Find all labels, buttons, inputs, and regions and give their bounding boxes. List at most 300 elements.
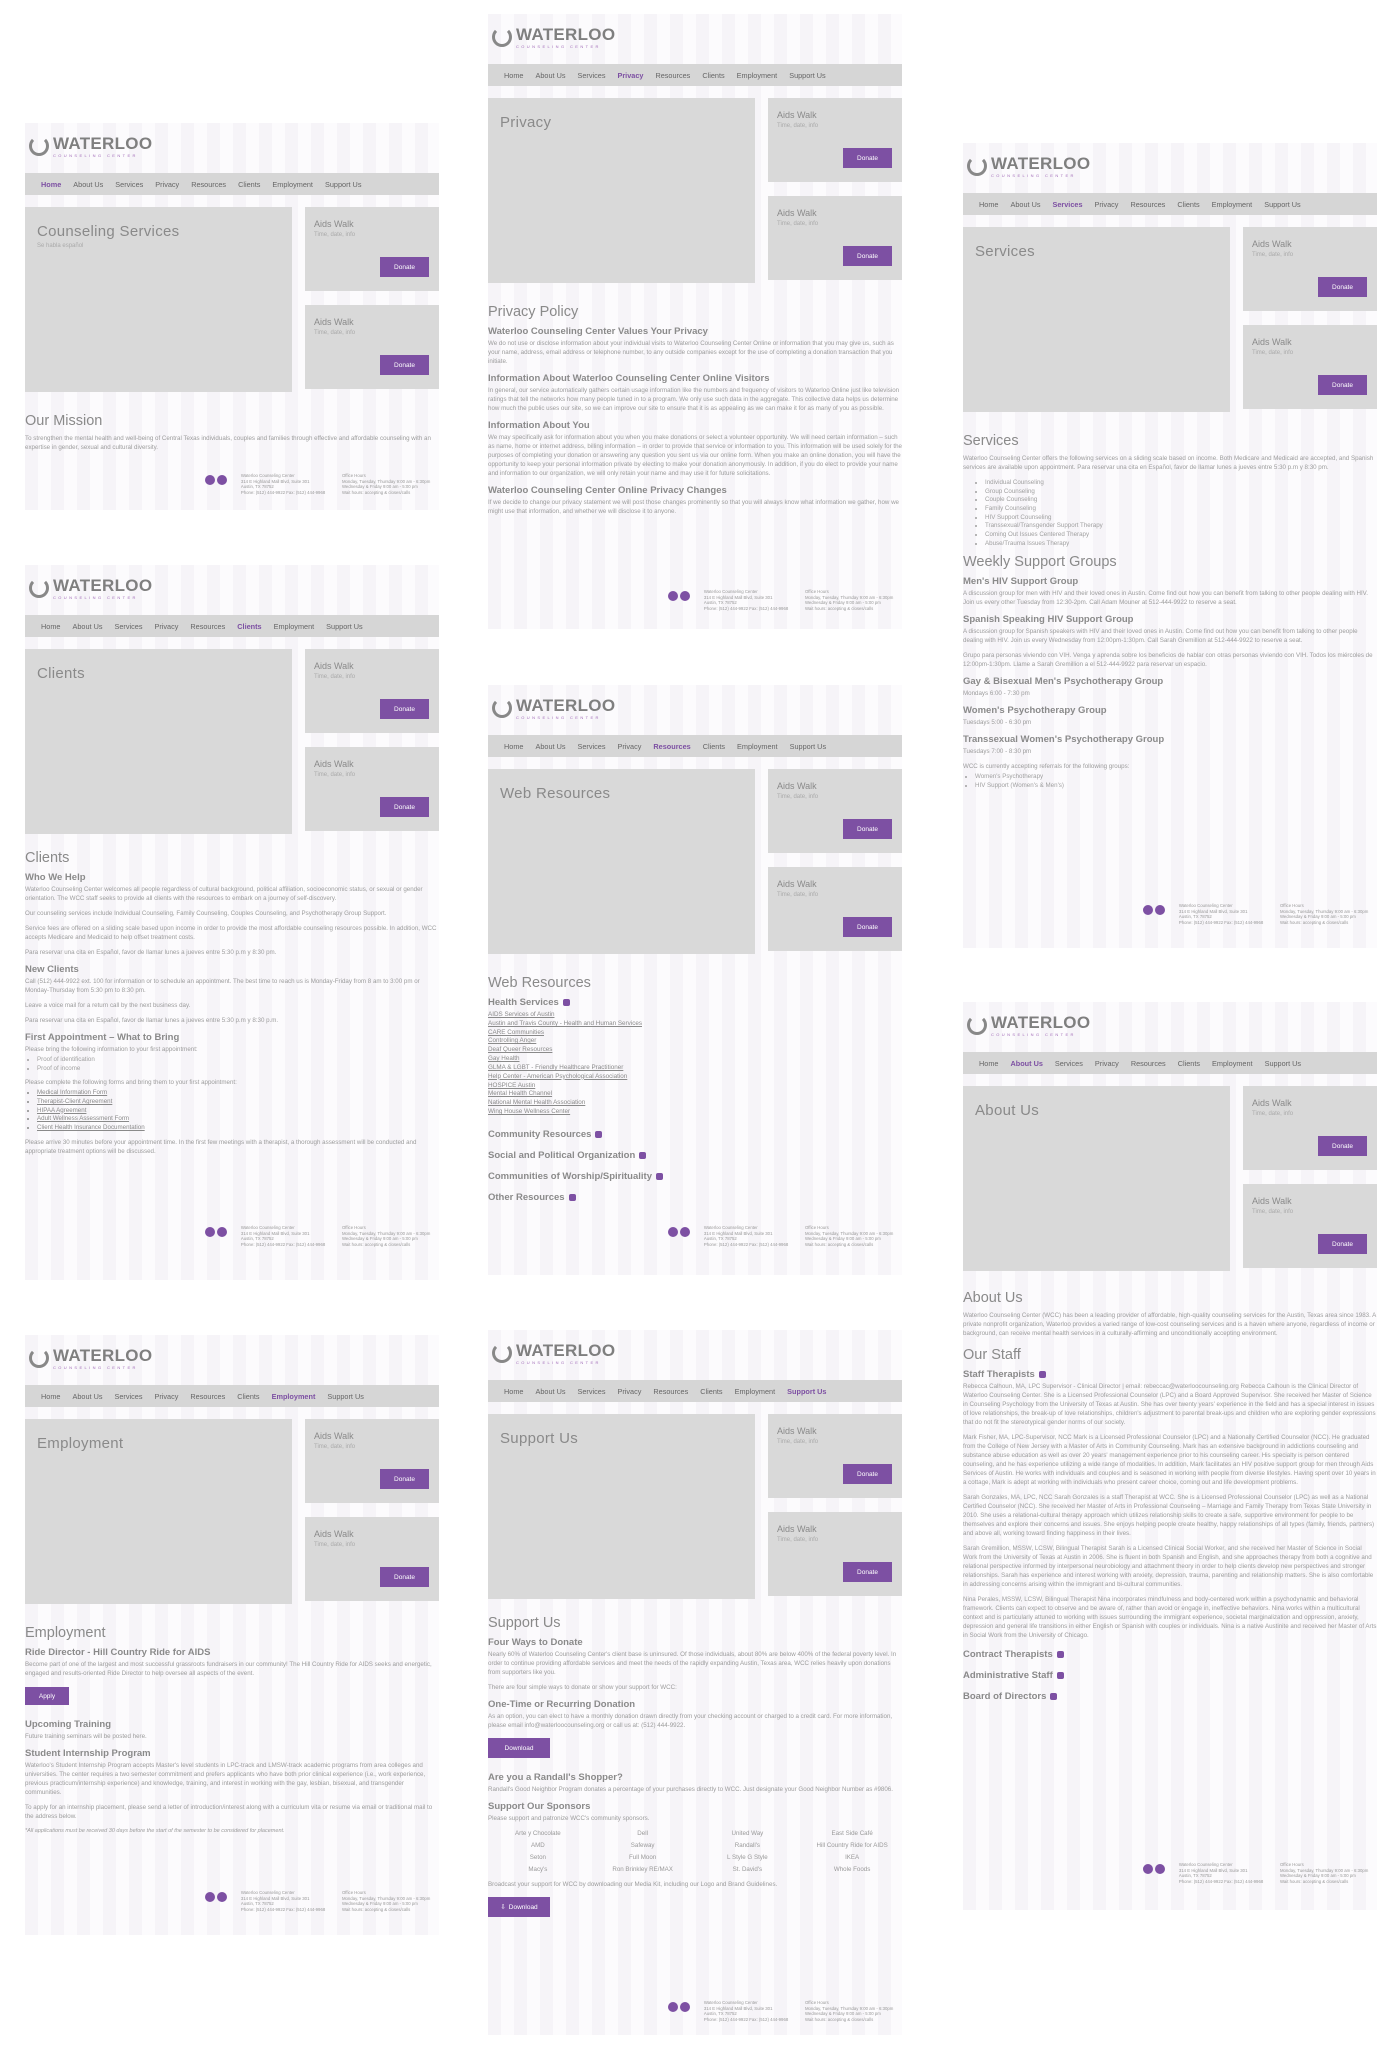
logo-name: WATERLOO <box>516 24 616 44</box>
internship-text-2: To apply for an internship placement, please send a letter of introduction/interest along with a curriculum vita or resume via email or traditional mail to the address below. <box>25 1804 433 1821</box>
nav-item-clients[interactable]: Clients <box>237 621 262 631</box>
nav-item-resources[interactable]: Resources <box>191 179 227 189</box>
category-heading[interactable] <box>488 1150 902 1161</box>
nav-item-resources[interactable]: Resources <box>653 741 691 751</box>
twitter-icon[interactable] <box>1155 905 1165 915</box>
services-text: Waterloo Counseling Center offers the following services on a sliding scale based on income. Both Medicare and Medicaid are accepted, and Spanish services are available upon appointment. Para reservar una cita en Español, favor de llamar lunes a jueves entre 5:30 p.m y 8:30 pm. <box>963 455 1374 471</box>
sponsor-name[interactable]: Ron Brinkley RE/MAX <box>612 1866 673 1874</box>
main-nav <box>25 173 439 195</box>
twitter-icon[interactable] <box>680 591 690 601</box>
expand-icon[interactable] <box>563 999 570 1006</box>
logo-icon <box>29 136 49 156</box>
sponsor-name[interactable]: Macy's <box>528 1866 548 1874</box>
new-clients-text-2: Leave a voice mail for a return call by the next business day. <box>25 1001 191 1009</box>
section-title: Services <box>963 433 1019 449</box>
nav-item-about-us[interactable]: About Us <box>73 179 104 189</box>
footer-address-line: Phone: (512) 444-9922 Fax: (512) 444-9968 <box>703 1241 789 1247</box>
resource-link[interactable]: Gay Health <box>488 1055 520 1063</box>
nav-item-employment[interactable]: Employment <box>271 1391 316 1401</box>
nav-item-resources[interactable]: Resources <box>1130 1058 1166 1068</box>
twitter-icon[interactable] <box>217 1227 227 1237</box>
logo[interactable] <box>967 153 1090 179</box>
nav-item-clients[interactable]: Clients <box>237 1391 260 1401</box>
footer-hours-line: Monday, Tuesday, Thursday 9:00 am - 6:30pm <box>341 478 431 484</box>
donate-button[interactable]: Donate <box>380 797 429 817</box>
nav-item-resources[interactable]: Resources <box>190 621 226 631</box>
hero-banner <box>488 1414 755 1599</box>
footer <box>668 2000 898 2024</box>
logo[interactable] <box>29 133 152 159</box>
nav-item-services[interactable]: Services <box>115 179 144 189</box>
internship-text: Waterloo's Student Internship Program accepts Master's level students in LPC-track and LMSW-track academic programs from area colleges and universities. The center requires a two semester commitment and prefers applicants who have both prior clinical experience (i.e., work experience, previous practicum/internship experience) and knowledge, training, and interest in working with the gay, lesbian, bisexual, and transgender communities. <box>25 1762 426 1797</box>
nav-item-privacy[interactable]: Privacy <box>154 621 179 631</box>
logo-wordmark <box>991 1014 1090 1037</box>
donate-button[interactable]: Donate <box>1318 375 1367 395</box>
nav-item-resources[interactable]: Resources <box>190 1391 226 1401</box>
nav-item-employment[interactable]: Employment <box>736 70 778 80</box>
therapist-2: Mark Fisher, MA, LPC-Supervisor, NCC Mark is a Licensed Professional Counselor (LPC) and a Nationally Certified Counselor (NCC). He graduated from the College of New Jersey with a Master of Arts in Community Counseling. Mark has an extensive background in addictions counseling and substance abuse education as well as over 20 years' management experience prior to his counseling career. His specialty is person centered counseling, and he has experience utilizing a wide range of modalities. In addition, Mark facilitates an HIV positive support group for men through Aids Services of Austin. He works with individuals and couples and is seasoned in working with people from diverse lifestyles. Having spent over 10 years in a cottage, Mark is adept at working with individuals who present career choice, coming out and life development problems. <box>963 1433 1376 1486</box>
sponsor-grid <box>488 1830 902 1873</box>
list-item: • Couple Counseling <box>985 496 1377 505</box>
nav-item-privacy[interactable]: Privacy <box>154 1391 179 1401</box>
twitter-icon[interactable] <box>217 1892 227 1902</box>
resource-link[interactable]: Wing House Wellness Center <box>488 1107 571 1115</box>
apply-button[interactable]: Apply <box>25 1687 69 1705</box>
therapists-heading[interactable] <box>963 1369 1377 1380</box>
who-heading: Who We Help <box>25 872 86 883</box>
nav-item-employment[interactable]: Employment <box>1212 1058 1253 1068</box>
nav-item-clients[interactable]: Clients <box>702 70 725 80</box>
facebook-icon[interactable] <box>668 1227 678 1237</box>
expand-icon[interactable] <box>1050 1693 1057 1700</box>
nav-item-employment[interactable]: Employment <box>734 1386 776 1396</box>
nav-item-support-us[interactable]: Support Us <box>1264 1058 1302 1068</box>
donate-button[interactable]: Donate <box>843 819 892 839</box>
nav-item-services[interactable]: Services <box>577 1386 606 1396</box>
footer-address-line: Phone: (512) 444-9922 Fax: (512) 444-9968 <box>240 1241 326 1247</box>
nav-item-privacy[interactable]: Privacy <box>1094 199 1119 209</box>
resource-link[interactable]: • Adult Wellness Assessment Form <box>37 1115 439 1124</box>
category-heading[interactable] <box>963 1649 1377 1660</box>
footer-hours <box>342 1890 435 1912</box>
group-2-text: A discussion group for Spanish speakers with HIV and their loved ones in Austin. Come find out how you can benefit from talking to other people dealing with HIV. Join us every Wednesday from 12:00pm-1:30pm. Call Sarah Gremillion at 512-444-9922 to reserve a seat. <box>963 628 1358 645</box>
social-links <box>205 1225 233 1239</box>
page-privacy <box>488 14 902 629</box>
donate-button[interactable]: Donate <box>380 1567 429 1587</box>
nav-item-clients[interactable]: Clients <box>702 741 726 751</box>
nav-item-support-us[interactable]: Support Us <box>787 1386 827 1396</box>
footer-address-line: Austin, TX 78752 <box>703 2011 737 2017</box>
nav-item-support-us[interactable]: Support Us <box>327 1391 364 1401</box>
media-kit-download-button[interactable] <box>488 1897 550 1917</box>
hero-title: Counseling Services <box>37 223 180 240</box>
nav-item-privacy[interactable]: Privacy <box>155 179 180 189</box>
logo-subtitle: COUNSELING CENTER <box>516 714 601 720</box>
main-nav <box>488 64 902 86</box>
hero-banner <box>25 649 292 834</box>
footer-address-line: Waterloo Counseling Center <box>240 1225 295 1230</box>
section-title: Employment <box>25 1625 106 1641</box>
footer-address-line: Austin, TX 78752 <box>703 600 737 606</box>
ways-text-2: There are four simple ways to donate or show your support for WCC: <box>488 1683 677 1691</box>
nav-item-about-us[interactable]: About Us <box>1010 1058 1043 1068</box>
nav-item-services[interactable]: Services <box>114 621 143 631</box>
footer-address <box>241 1890 334 1912</box>
nav-item-about-us[interactable]: About Us <box>72 621 103 631</box>
nav-item-resources[interactable]: Resources <box>655 70 691 80</box>
logo-wordmark <box>516 1342 615 1365</box>
nav-item-home[interactable]: Home <box>979 199 999 209</box>
footer-address-line: Waterloo Counseling Center <box>703 2000 758 2005</box>
logo-icon <box>967 156 987 176</box>
footer-address-line: Phone: (512) 444-9922 Fax: (512) 444-9968 <box>1178 919 1264 925</box>
nav-item-support-us[interactable]: Support Us <box>789 70 826 80</box>
footer-hours-line: Office Hours <box>1279 903 1304 908</box>
donate-button[interactable]: Donate <box>843 246 892 266</box>
event-card-title: Aids Walk <box>314 1431 354 1441</box>
support-content <box>488 1615 902 1925</box>
expand-icon[interactable] <box>595 1131 602 1138</box>
expand-icon[interactable] <box>1057 1651 1064 1658</box>
services-content <box>963 433 1377 797</box>
logo[interactable] <box>492 24 615 50</box>
social-links <box>1143 1862 1171 1876</box>
footer-address-line: 314 E Highland Mall Blvd, Suite 301 <box>703 1230 773 1236</box>
expand-icon[interactable] <box>569 1194 576 1201</box>
footer-hours <box>342 1225 435 1247</box>
event-card-info: Time, date, info <box>1252 350 1294 356</box>
nav-item-home[interactable]: Home <box>41 1391 61 1401</box>
event-card <box>305 649 439 733</box>
logo-wordmark <box>991 155 1090 178</box>
nav-item-services[interactable]: Services <box>577 70 606 80</box>
nav-item-services[interactable]: Services <box>577 741 606 751</box>
footer-address <box>704 1225 797 1247</box>
logo-name: WATERLOO <box>53 133 153 153</box>
event-card-info: Time, date, info <box>314 232 356 238</box>
resource-link[interactable]: AIDS Services of Austin <box>488 1011 555 1018</box>
nav-item-employment[interactable]: Employment <box>737 741 778 751</box>
nav-item-clients[interactable]: Clients <box>238 179 261 189</box>
section-title: Web Resources <box>488 975 591 991</box>
main-nav <box>25 1385 439 1407</box>
facebook-icon[interactable] <box>1143 905 1153 915</box>
event-card <box>768 1512 902 1596</box>
logo-icon <box>492 27 512 47</box>
hero-banner <box>488 769 755 954</box>
resource-link[interactable]: Help Center - American Psychological Association <box>488 1072 628 1080</box>
nav-item-about-us[interactable]: About Us <box>72 1391 103 1401</box>
list-item: • Women's Psychotherapy <box>975 773 1377 782</box>
logo-subtitle: COUNSELING CENTER <box>53 152 138 158</box>
facebook-icon[interactable] <box>668 591 678 601</box>
expand-icon[interactable] <box>1039 1371 1046 1378</box>
nav-item-privacy[interactable]: Privacy <box>617 1386 642 1396</box>
sponsor-name[interactable]: IKEA <box>845 1854 860 1862</box>
sponsor-name[interactable]: L Style G Style <box>727 1854 768 1862</box>
category-heading[interactable] <box>488 1192 902 1203</box>
randalls-text: Randall's Good Neighbor Program donates a percentage of your purchases directly to WCC. Just designate your Good Neighbor Number as #9806. <box>488 1786 893 1794</box>
nav-item-support-us[interactable]: Support Us <box>1264 199 1301 209</box>
resource-link[interactable]: National Mental Health Association <box>488 1099 586 1107</box>
hero-title: Support Us <box>500 1430 579 1447</box>
nav-item-clients[interactable]: Clients <box>1177 1058 1201 1068</box>
logo-subtitle: COUNSELING CENTER <box>991 172 1076 178</box>
list-item: • Coming Out Issues Centered Therapy <box>985 531 1377 540</box>
resource-link[interactable]: GLMA & LGBT - Friendly Healthcare Practitioner <box>488 1063 624 1071</box>
nav-item-clients[interactable]: Clients <box>1177 199 1200 209</box>
sponsor-name[interactable]: Hill Country Ride for AIDS <box>816 1842 888 1850</box>
sponsor-name[interactable]: Seton <box>529 1854 546 1862</box>
main-nav <box>488 735 902 757</box>
nav-item-services[interactable]: Services <box>114 1391 143 1401</box>
nav-item-resources[interactable]: Resources <box>1130 199 1166 209</box>
logo[interactable] <box>967 1012 1090 1038</box>
nav-item-home[interactable]: Home <box>41 179 62 189</box>
privacy-text-1: We do not use or disclose information about your individual visits to Waterloo Counseling Center Online or information that you may give us, such as your name, address, email address or telephone number, to any outside companies except for the use of completing a donation transaction that you initiate. <box>488 340 894 365</box>
footer <box>205 1225 435 1249</box>
logo-name: WATERLOO <box>53 1345 153 1365</box>
nav-item-about-us[interactable]: About Us <box>1010 199 1041 209</box>
donate-button[interactable]: Donate <box>1318 1136 1367 1156</box>
job-heading: Ride Director - Hill Country Ride for AIDS <box>25 1647 211 1658</box>
who-text-3: Service fees are offered on a sliding scale based upon income in order to provide the most affordable counseling resources possible. In addition, WCC accepts Medicare and Medicaid to help offset treatment costs. <box>25 924 437 941</box>
twitter-icon[interactable] <box>217 475 227 485</box>
randalls-heading: Are you a Randall's Shopper? <box>488 1772 623 1784</box>
nav-item-home[interactable]: Home <box>504 1386 524 1396</box>
logo[interactable] <box>29 1345 152 1371</box>
nav-item-about-us[interactable]: About Us <box>535 70 566 80</box>
expand-icon[interactable] <box>1057 1672 1064 1679</box>
resource-link[interactable]: Austin and Travis County - Health and Human Services <box>488 1019 642 1027</box>
donate-button[interactable]: Donate <box>380 1469 429 1489</box>
privacy-heading-1: Waterloo Counseling Center Values Your Privacy <box>488 326 708 337</box>
event-card <box>305 747 439 831</box>
footer-address-line: Phone: (512) 444-9922 Fax: (512) 444-9968 <box>703 2016 789 2022</box>
event-card-info: Time, date, info <box>314 1542 356 1548</box>
page-resources <box>488 685 902 1275</box>
event-card-title: Aids Walk <box>777 781 817 791</box>
sponsor-name[interactable]: Whole Foods <box>833 1866 871 1874</box>
event-card-title: Aids Walk <box>1252 239 1292 249</box>
category-label: Administrative Staff <box>963 1669 1053 1681</box>
who-text: Waterloo Counseling Center welcomes all people regardless of cultural background, political affiliation, socioeconomic status, or sexual or gender orientation. The WCC staff seeks to provide all clients with the resources to embark on a journey of self-discovery. <box>25 886 423 902</box>
resource-link[interactable]: • HIPAA Agreement <box>37 1107 439 1116</box>
page-about <box>963 1002 1377 1910</box>
group-3-heading: Gay & Bisexual Men's Psychotherapy Group <box>963 676 1164 688</box>
event-card-title: Aids Walk <box>777 208 817 218</box>
internship-note: *All applications must be received 30 days before the start of the semester to be considered for placement. <box>25 1828 285 1835</box>
category-heading[interactable] <box>488 1129 902 1140</box>
event-card-title: Aids Walk <box>777 879 817 889</box>
expand-icon[interactable] <box>639 1152 646 1159</box>
donate-button[interactable]: Donate <box>380 257 429 277</box>
expand-icon[interactable] <box>656 1173 663 1180</box>
sponsor-name[interactable]: Dell <box>637 1830 648 1838</box>
nav-item-privacy[interactable]: Privacy <box>617 741 642 751</box>
therapist-5: Nina Perales, MSSW, LCSW, Bilingual Therapist Nina incorporates mindfulness and body-centered work within a psychodynamic and behavioral framework. Clients can expect to observe and be aware of, rather than avoid or engage in, ineffective behaviors. Nina works within a multicultural context and is particularly attuned to working with issues surrounding the immigrant experience, societal marginalization and oppression, anxiety, depression and general life transitions in either English or Spanish with couples or individuals. Nina is a native Austinite and received her Master of Arts in Social Work from the University of Chicago. <box>963 1595 1377 1639</box>
logo-name: WATERLOO <box>991 153 1091 173</box>
footer-address-line: Phone: (512) 444-9922 Fax: (512) 444-9968 <box>240 1906 326 1912</box>
donate-button[interactable]: Donate <box>843 917 892 937</box>
nav-item-privacy[interactable]: Privacy <box>1094 1058 1119 1068</box>
nav-item-home[interactable]: Home <box>504 70 524 80</box>
twitter-icon[interactable] <box>680 1227 690 1237</box>
group-2-text-es: Grupo para personas viviendo con VIH. Venga y aprenda sobre los beneficios de hablar con otras personas viviendo con VIH. Todos los miércoles de 12:00pm-1:30pm. Llame a Sarah Gremillion a el 512-444-9922 para reservar un espacio. <box>963 652 1373 669</box>
logo[interactable] <box>492 1340 615 1366</box>
nav-item-home[interactable]: Home <box>979 1058 999 1068</box>
group-4-heading: Women's Psychotherapy Group <box>963 705 1107 717</box>
nav-item-privacy[interactable]: Privacy <box>617 70 644 80</box>
footer <box>668 589 898 613</box>
nav-item-home[interactable]: Home <box>504 741 524 751</box>
nav-item-employment[interactable]: Employment <box>272 179 313 189</box>
facebook-icon[interactable] <box>1143 1864 1153 1874</box>
footer-address-line: 314 E Highland Mall Blvd, Suite 301 <box>240 1895 310 1901</box>
privacy-text-2: In general, our service automatically gathers certain usage information like the numbers and frequency of visitors to Waterloo Online just like television ratings that tell the networks how many people tuned in to a program. We only use such data in the aggregate. This collective data helps us determine how much the public uses our site, so we can improve our site to ensure that it is as appealing as we can make it for as many of you as possible. <box>488 386 900 412</box>
nav-item-resources[interactable]: Resources <box>653 1386 689 1396</box>
sponsor-name[interactable]: Full Moon <box>629 1854 657 1862</box>
page-home <box>25 123 439 510</box>
event-card <box>768 196 902 280</box>
referrals-text: WCC is currently accepting referrals for the following groups: <box>963 763 1130 771</box>
arrive-text: Please arrive 30 minutes before your appointment time. In the first few meetings with a therapist, a thorough assessment will be conducted and appropriate treatment options will be discussed. <box>25 1138 417 1155</box>
footer-address <box>241 1225 334 1247</box>
logo[interactable] <box>29 575 152 601</box>
sponsor-name[interactable]: Randall's <box>734 1842 760 1850</box>
nav-item-support-us[interactable]: Support Us <box>324 179 362 189</box>
list-item: • Transsexual/Transgender Support Therapy <box>985 522 1377 531</box>
donate-button[interactable]: Donate <box>380 699 429 719</box>
event-card <box>768 1414 902 1498</box>
resource-link[interactable]: CARE Communities <box>488 1028 544 1036</box>
sponsor-name[interactable]: United Way <box>731 1830 764 1838</box>
event-card-info: Time, date, info <box>314 1444 356 1450</box>
logo-subtitle: COUNSELING CENTER <box>53 594 138 600</box>
resources-content <box>488 975 902 1213</box>
donate-button[interactable]: Donate <box>843 1562 892 1582</box>
sponsor-name[interactable]: Arte y Chocolate <box>515 1830 561 1838</box>
logo-subtitle: COUNSELING CENTER <box>53 1364 138 1370</box>
sponsor-name[interactable]: East Side Café <box>831 1830 873 1838</box>
footer-address-line: 314 E Highland Mall Blvd, Suite 301 <box>703 594 773 600</box>
list-item: • Group Counseling <box>985 488 1377 497</box>
nav-item-services[interactable]: Services <box>1054 1058 1083 1068</box>
footer-address <box>1179 1862 1272 1884</box>
category-label: Contract Therapists <box>963 1648 1053 1660</box>
footer-hours-line: Wait hours: accepting & closes/calls <box>804 2016 874 2022</box>
logo-icon <box>492 698 512 718</box>
event-card-info: Time, date, info <box>314 772 356 778</box>
event-card-info: Time, date, info <box>777 794 819 800</box>
footer-address <box>241 473 334 495</box>
sponsor-name[interactable]: St. David's <box>732 1866 763 1874</box>
nav-item-employment[interactable]: Employment <box>273 621 315 631</box>
nav-item-clients[interactable]: Clients <box>700 1386 723 1396</box>
category-heading[interactable] <box>488 1171 902 1182</box>
group-2-heading: Spanish Speaking HIV Support Group <box>963 614 1134 626</box>
group-3-time: Mondays 6:00 - 7:30 pm <box>963 690 1030 698</box>
footer-address-line: Waterloo Counseling Center <box>1178 903 1233 908</box>
logo-name: WATERLOO <box>516 695 616 715</box>
donate-button[interactable]: Donate <box>380 355 429 375</box>
footer-hours-line: Wednesday & Friday 9:00 am - 5:00 pm <box>341 1901 418 1907</box>
download-button[interactable]: Download <box>488 1738 550 1758</box>
donate-button[interactable]: Donate <box>1318 277 1367 297</box>
facebook-icon[interactable] <box>668 2002 678 2012</box>
logo-icon <box>492 1343 512 1363</box>
ways-heading: Four Ways to Donate <box>488 1637 583 1648</box>
category-heading[interactable] <box>963 1691 1377 1702</box>
facebook-icon[interactable] <box>205 1227 215 1237</box>
donate-button[interactable]: Donate <box>843 1464 892 1484</box>
event-card <box>768 867 902 951</box>
event-card-title: Aids Walk <box>314 1529 354 1539</box>
facebook-icon[interactable] <box>205 475 215 485</box>
event-card-title: Aids Walk <box>314 759 354 769</box>
main-nav <box>488 1380 902 1402</box>
privacy-text-4: If we decide to change our privacy statement we will post those changes prominently so that you will always know what information we gather, how we might use that information, and whether we will disclose it to anyone. <box>488 498 899 515</box>
logo[interactable] <box>492 695 615 721</box>
staff-title: Our Staff <box>963 1346 1021 1363</box>
resource-link[interactable]: Deaf Queer Resources <box>488 1046 553 1054</box>
footer-hours-line: Monday, Tuesday, Thursday 9:00 am - 6:30pm <box>1279 908 1369 914</box>
sponsor-name[interactable]: Safeway <box>630 1842 655 1850</box>
nav-item-services[interactable]: Services <box>1052 199 1083 209</box>
footer-hours <box>1280 903 1373 925</box>
footer-address-line: 314 E Highland Mall Blvd, Suite 301 <box>1178 908 1248 914</box>
social-links <box>668 2000 696 2014</box>
referrals-list <box>963 773 1377 790</box>
privacy-heading-2: Information About Waterloo Counseling Center Online Visitors <box>488 372 770 384</box>
nav-item-home[interactable]: Home <box>41 621 61 631</box>
donate-button[interactable]: Donate <box>843 148 892 168</box>
page-support <box>488 1330 902 2035</box>
resource-link[interactable]: Controlling Anger <box>488 1037 537 1045</box>
nav-item-about-us[interactable]: About Us <box>535 1386 566 1396</box>
resource-link[interactable]: HOSPICE Austin <box>488 1081 536 1089</box>
twitter-icon[interactable] <box>680 2002 690 2012</box>
resource-link[interactable]: • Medical Information Form <box>37 1089 439 1098</box>
nav-item-support-us[interactable]: Support Us <box>326 621 363 631</box>
health-heading[interactable] <box>488 997 902 1008</box>
page-clients <box>25 565 439 1280</box>
first-appt-text: Please bring the following information to your first appointment: <box>25 1045 198 1053</box>
nav-item-about-us[interactable]: About Us <box>535 741 566 751</box>
donate-button[interactable]: Donate <box>1318 1234 1367 1254</box>
employment-content <box>25 1625 439 1842</box>
about-text: Waterloo Counseling Center (WCC) has been a leading provider of affordable, high-quality counseling services for the Austin, Texas area since 1983. A private nonprofit organization, Waterloo provides a varied range of low-cost counseling services and is a haven where anyone, regardless of income or background, can receive mental health services in a culturally-affirming and unconditionally accepting environment. <box>963 1312 1376 1337</box>
logo-wordmark <box>516 697 615 720</box>
footer-address-line: Austin, TX 78752 <box>240 1236 274 1242</box>
services-list <box>963 479 1377 548</box>
nav-item-employment[interactable]: Employment <box>1211 199 1253 209</box>
event-card-title: Aids Walk <box>777 1426 817 1436</box>
footer-hours-line: Wednesday & Friday 9:00 am - 5:00 pm <box>341 484 418 490</box>
ways-text: Nearly 60% of Waterloo Counseling Center's client base is uninsured. Of those individuals, about 80% are below 400% of the federal poverty level. In order to continue providing affordable services and meet the needs of the rapidly expanding Austin, Texas area, WCC relies heavily upon donations from supporters like you. <box>488 1651 897 1676</box>
resource-link[interactable]: • Client Health Insurance Documentation <box>37 1124 439 1133</box>
hero-title: About Us <box>975 1102 1040 1119</box>
footer-hours <box>805 2000 898 2022</box>
twitter-icon[interactable] <box>1155 1864 1165 1874</box>
nav-item-support-us[interactable]: Support Us <box>789 741 827 751</box>
resource-link[interactable]: • Therapist-Client Agreement <box>37 1098 439 1107</box>
facebook-icon[interactable] <box>205 1892 215 1902</box>
sponsor-name[interactable]: AMD <box>531 1842 545 1850</box>
category-heading[interactable] <box>963 1670 1377 1681</box>
donation-heading: One-Time or Recurring Donation <box>488 1698 636 1710</box>
resource-link[interactable]: Mental Health Channel <box>488 1090 553 1098</box>
